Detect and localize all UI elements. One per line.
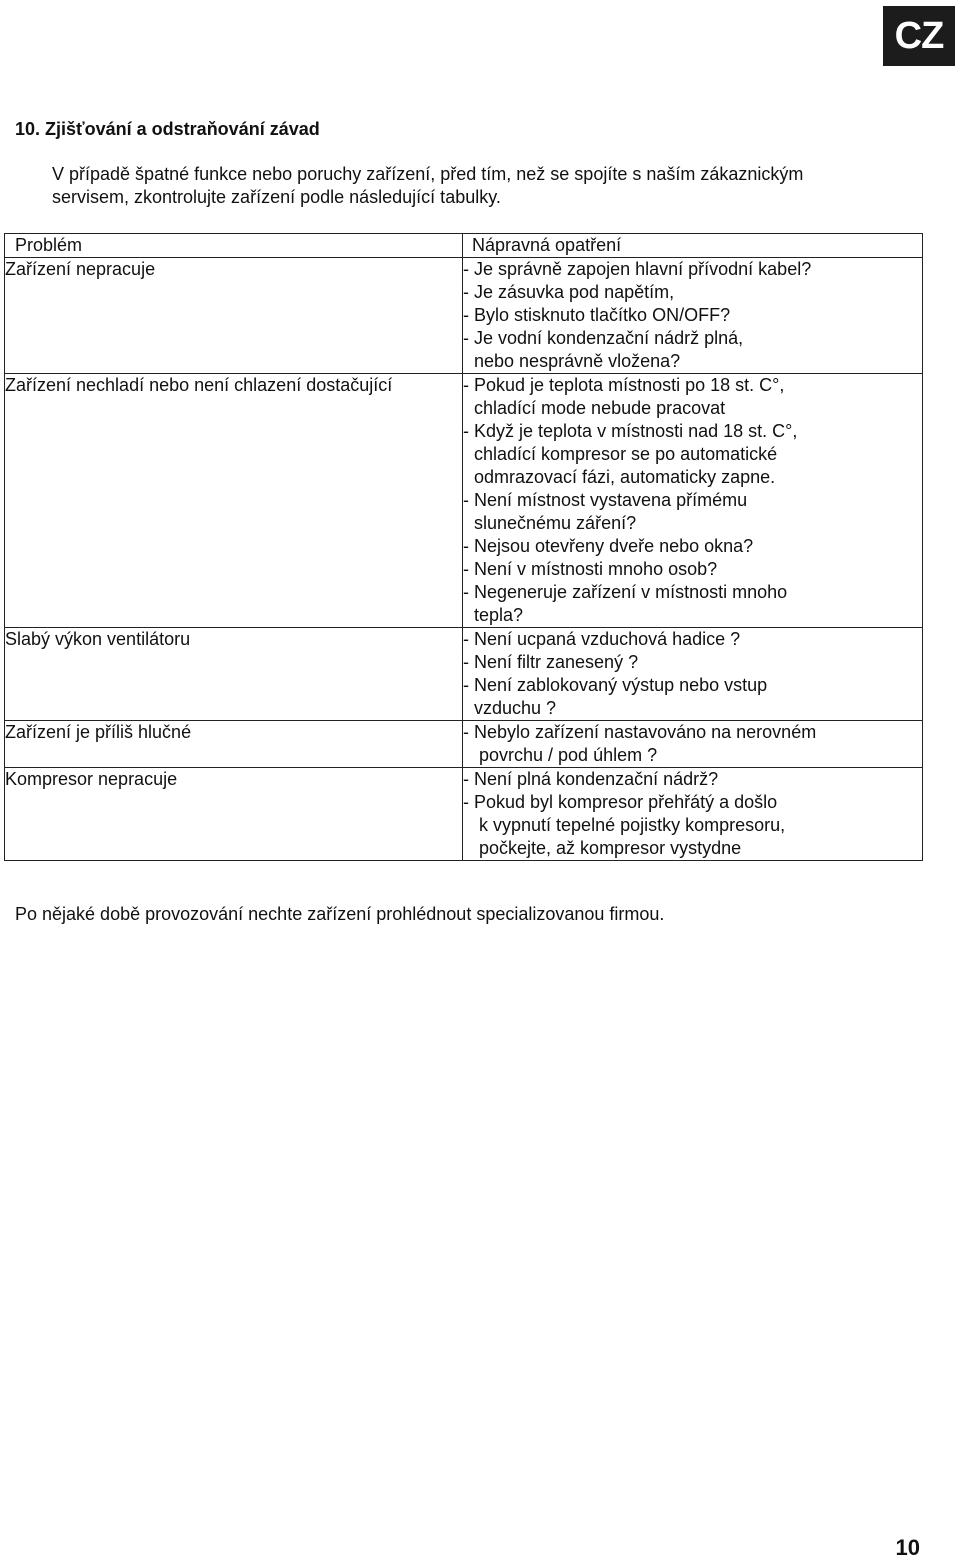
header-action: Nápravná opatření: [463, 234, 923, 258]
problem-cell: [5, 721, 463, 768]
problem-text: Slabý výkon ventilátoru: [5, 629, 191, 649]
problem-cell: [5, 768, 463, 861]
action-line: nebo nesprávně vložena?: [474, 351, 681, 371]
problem-text: Zařízení nechladí nebo není chlazení dostačující: [5, 375, 393, 395]
problem-text: Kompresor nepracuje: [5, 769, 178, 789]
action-line: - Je zásuvka pod napětím,: [463, 282, 675, 302]
language-badge: CZ: [883, 6, 955, 66]
intro-line: V případě špatné funkce nebo poruchy zařízení, před tím, než se spojíte s naším zákaznickým: [52, 164, 804, 184]
action-line: - Není plná kondenzační nádrž?: [463, 769, 719, 789]
action-line: - Nebylo zařízení nastavováno na nerovném: [463, 722, 817, 742]
problem-text: Zařízení nepracuje: [5, 259, 156, 279]
action-line: - Bylo stisknuto tlačítko ON/OFF?: [463, 305, 731, 325]
problem-cell: [5, 258, 463, 374]
action-line: - Nejsou otevřeny dveře nebo okna?: [463, 536, 754, 556]
action-line: slunečnému záření?: [474, 513, 637, 533]
action-line: - Není zablokovaný výstup nebo vstup: [463, 675, 768, 695]
action-cell: [463, 374, 923, 628]
action-line: - Je správně zapojen hlavní přívodní kabel?: [463, 259, 812, 279]
table-header-row: [5, 234, 923, 258]
action-line: - Když je teplota v místnosti nad 18 st. C°,: [463, 421, 798, 441]
table-row: [5, 628, 923, 721]
action-cell: [463, 258, 923, 374]
footer-note: Po nějaké době provozování nechte zařízení prohlédnout specializovanou firmou.: [15, 904, 665, 924]
troubleshooting-table: [4, 233, 923, 861]
action-line: - Není v místnosti mnoho osob?: [463, 559, 718, 579]
action-line: - Pokud je teplota místnosti po 18 st. C°,: [463, 375, 785, 395]
action-line: tepla?: [474, 605, 524, 625]
action-line: - Pokud byl kompresor přehřátý a došlo: [463, 792, 778, 812]
action-line: odmrazovací fázi, automaticky zapne.: [474, 467, 776, 487]
action-line: - Negeneruje zařízení v místnosti mnoho: [463, 582, 788, 602]
page-number: 10: [895, 1535, 920, 1560]
action-line: - Není ucpaná vzduchová hadice ?: [463, 629, 741, 649]
table-row: [5, 258, 923, 374]
section-heading: 10. Zjišťování a odstraňování závad: [15, 119, 320, 139]
action-line: vzduchu ?: [474, 698, 557, 718]
action-line: - Není filtr zanesený ?: [463, 652, 639, 672]
problem-text: Zařízení je příliš hlučné: [5, 722, 192, 742]
action-cell: [463, 628, 923, 721]
table-row: [5, 721, 923, 768]
header-problem: Problém: [5, 234, 463, 258]
table-row: [5, 768, 923, 861]
action-line: chladící mode nebude pracovat: [474, 398, 726, 418]
action-line: počkejte, až kompresor vystydne: [479, 838, 742, 858]
intro-paragraph: [52, 163, 932, 209]
action-line: - Není místnost vystavena přímému: [463, 490, 748, 510]
action-cell: [463, 721, 923, 768]
table-row: [5, 374, 923, 628]
action-line: k vypnutí tepelné pojistky kompresoru,: [479, 815, 786, 835]
action-cell: [463, 768, 923, 861]
action-line: chladící kompresor se po automatické: [474, 444, 778, 464]
problem-cell: [5, 628, 463, 721]
action-line: povrchu / pod úhlem ?: [479, 745, 658, 765]
intro-line: servisem, zkontrolujte zařízení podle následující tabulky.: [52, 187, 501, 207]
action-line: - Je vodní kondenzační nádrž plná,: [463, 328, 744, 348]
problem-cell: [5, 374, 463, 628]
